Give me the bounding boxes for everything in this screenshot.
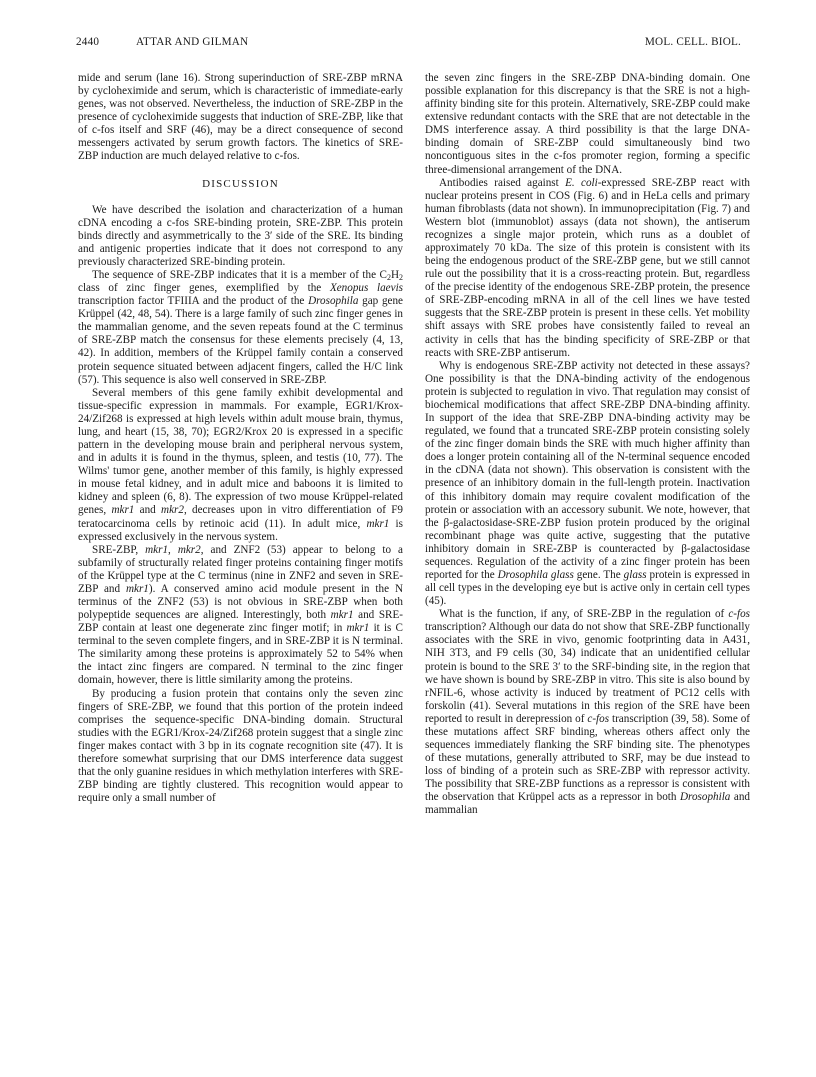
paragraph-discussion-2: The sequence of SRE-ZBP indicates that it is a member of the $C_2H_2$ class of zinc finger genes, exemplified by the Xenopus laevis transcription factor TFIIIA and the product of the Drosophila gap gene Krüppel (42, 48, 54). There is a large family of such zinc finger genes in the mammalian genome, and the seven repeats found at the C terminus of SRE-ZBP match the consensus for these elements precisely (4, 13, 42). In addition, members of the Krüppel family contain a conserved protein sequence situated between adjacent fingers, called the H/C link (57). This sequence is also well conserved in SRE-ZBP. (78, 269, 404, 386)
paragraph-discussion-3: Several members of this gene family exhibit developmental and tissue-specific expression in mammals. For example, EGR1/Krox-24/Zif268 is expressed at high levels within adult mouse brain, thymus, lung, and heart (15, 38, 70); EGR2/Krox 20 is expressed in a specific pattern in the developing mouse brain and peripheral nervous system, and in adults it is found in the thymus, spleen, and testis (10, 77). The Wilms' tumor gene, another member of this family, is highly expressed in mouse fetal kidney, and in adult mice and baboons it is limited to kidney and spleen (6, 8). The expression of two mouse Krüppel-related genes, mkr1 and mkr2, decreases upon in vitro differentiation of F9 teratocarcinoma cells by retinoic acid (11). In adult mice, mkr1 is expressed exclusively in the nervous system. (78, 386, 404, 543)
paragraph-right-1: the seven zinc fingers in the SRE-ZBP DNA-binding domain. One possible explanation for this discrepancy is that the SRE is not a high-affinity binding site for this protein. Alternatively, SRE-ZBP could make extensive redundant contacts with the SRE that are not detectable in the DMS interference assay. A third possibility is that the large DNA-binding domain of SRE-ZBP could simultaneously bind two noncontiguous sites in the c-fos promoter region, forming a specific three-dimensional arrangement of the DNA. (425, 72, 750, 176)
page-number: 2440 (76, 36, 100, 48)
paragraph-discussion-1: We have described the isolation and characterization of a human cDNA encoding a c-fos SRE-binding protein, SRE-ZBP. This protein binds directly and asymmetrically to the 3′ side of the SRE. Its binding and antigenic properties indicate that it does not correspond to any previously characterized SRE-binding protein. (78, 203, 403, 268)
running-header (76, 36, 741, 54)
paragraph-results-continued: mide and serum (lane 16). Strong superinduction of SRE-ZBP mRNA by cycloheximide and serum, which is characteristic of immediate-early genes, was not observed. Nevertheless, the induction of SRE-ZBP in the presence of cycloheximide suggests that induction of SRE-ZBP, like that of c-fos itself and SRF (46), may be a direct consequence of second messengers activated by serum growth factors. The kinetics of SRE-ZBP induction are much delayed relative to c-fos. (78, 72, 403, 163)
paragraph-right-4: What is the function, if any, of SRE-ZBP in the regulation of c-fos transcription? Although our data do not show that SRE-ZBP functionally associates with the SRE in vivo, genomic footprinting data in A431, NIH 3T3, and F9 cells (30, 34) indicate that an unidentified cellular protein is bound to the SRE 3′ to the SRF-binding site, in the region that we have shown is bound by SRE-ZBP in vitro. This site is also bound by rNFIL-6, whose activity is induced by treatment of PC12 cells with forskolin (41). Several mutations in this region of the SRE have been reported to result in derepression of c-fos transcription (39, 58). Some of these mutations affect SRF binding, whereas others affect only the sequences immediately flanking the SRF binding site. The phenotypes of these mutations, generally attributed to SRF, may be due instead to loss of binding of a protein such as SRE-ZBP with repressor activity. The possibility that SRE-ZBP functions as a repressor is consistent with the observation that Krüppel acts as a repressor in both Drosophila and mammalian (425, 608, 750, 817)
paragraph-right-3: Why is endogenous SRE-ZBP activity not detected in these assays? One possibility is that the DNA-binding activity of the endogenous protein is subjected to regulation in vivo. That regulation may consist of biochemical modifications that affect SRE-ZBP DNA-binding affinity. In support of the idea that SRE-ZBP DNA-binding activity may be regulated, we found that a truncated SRE-ZBP protein consisting solely of the zinc finger domain binds the SRE with much higher affinity than does a longer protein containing all of the N-terminal sequence encoded in the cDNA (data not shown). This observation is consistent with the presence of an inhibitory domain in the full-length protein. Inactivation of this inhibitory domain may require covalent modification of the protein or association with an accessory subunit. We note, however, that the β-galactosidase-SRE-ZBP fusion protein produced by the original recombinant phage was quite active, suggesting that the putative inhibitory domain in SRE-ZBP is counteracted by β-galactosidase sequences. Regulation of the activity of a zinc finger protein has been reported for the Drosophila glass gene. The glass protein is expressed in all cell types in the developing eye but is active only in certain cell types (45). (425, 359, 750, 608)
right-column (425, 72, 750, 817)
paragraph-right-2: Antibodies raised against E. coli-expressed SRE-ZBP react with nuclear proteins present in COS (Fig. 6) and in HeLa cells and primary human fibroblasts (data not shown). In immunoprecipitation (Fig. 7) and Western blot (immunoblot) assays (data not shown), the antiserum recognizes a single major protein, which runs as a doublet of approximately 70 kDa. The size of this protein is consistent with its being the endogenous product of the SRE-ZBP gene, but we still cannot rule out the possibility that it is a cross-reacting protein. But, regardless of the precise identity of the endogenous SRE-ZBP protein, the presence of SRE-ZBP-encoding mRNA in all of the cell lines we have tested suggests that the SRE-ZBP protein is present in these cells. Yet mobility shift assays with SRE probes have consistently failed to reveal an activity in cells that has the binding specificity of SRE-ZBP or that reacts with SRE-ZBP antiserum. (425, 176, 750, 359)
running-authors: ATTAR AND GILMAN (136, 36, 249, 48)
journal-name: MOL. CELL. BIOL. (644, 36, 741, 48)
left-column (78, 72, 403, 805)
paragraph-discussion-5: By producing a fusion protein that contains only the seven zinc fingers of SRE-ZBP, we found that this portion of the protein indeed comprises the sequence-specific DNA-binding domain. Structural studies with the EGR1/Krox-24/Zif268 protein suggest that a single zinc finger makes contact with 3 bp in its cognate recognition site (47). It is therefore somewhat surprising that our DMS interference data suggest that the only guanine residues in which methylation interferes with SRE-ZBP binding are tightly clustered. This recognition would appear to require only a small number of (78, 687, 403, 805)
paragraph-discussion-4: SRE-ZBP, mkr1, mkr2, and ZNF2 (53) appear to belong to a subfamily of structurally related finger proteins containing finger motifs of the Krüppel type at the C terminus (nine in ZNF2 and seven in SRE-ZBP and mkr1). A conserved amino acid module present in the N terminus of the ZNF2 (53) is not obvious in SRE-ZBP when both polypeptide sequences are aligned. Interestingly, both mkr1 and SRE-ZBP contain at least one degenerate zinc finger motif; in mkr1 it is C terminal to the seven complete fingers, and in SRE-ZBP it is N terminal. The similarity among these proteins is approximately 52 to 54% when the intact zinc fingers are compared. N terminal to the zinc finger domain, however, there is little similarity among the proteins. (78, 543, 403, 687)
discussion-heading: DISCUSSION (202, 177, 279, 190)
